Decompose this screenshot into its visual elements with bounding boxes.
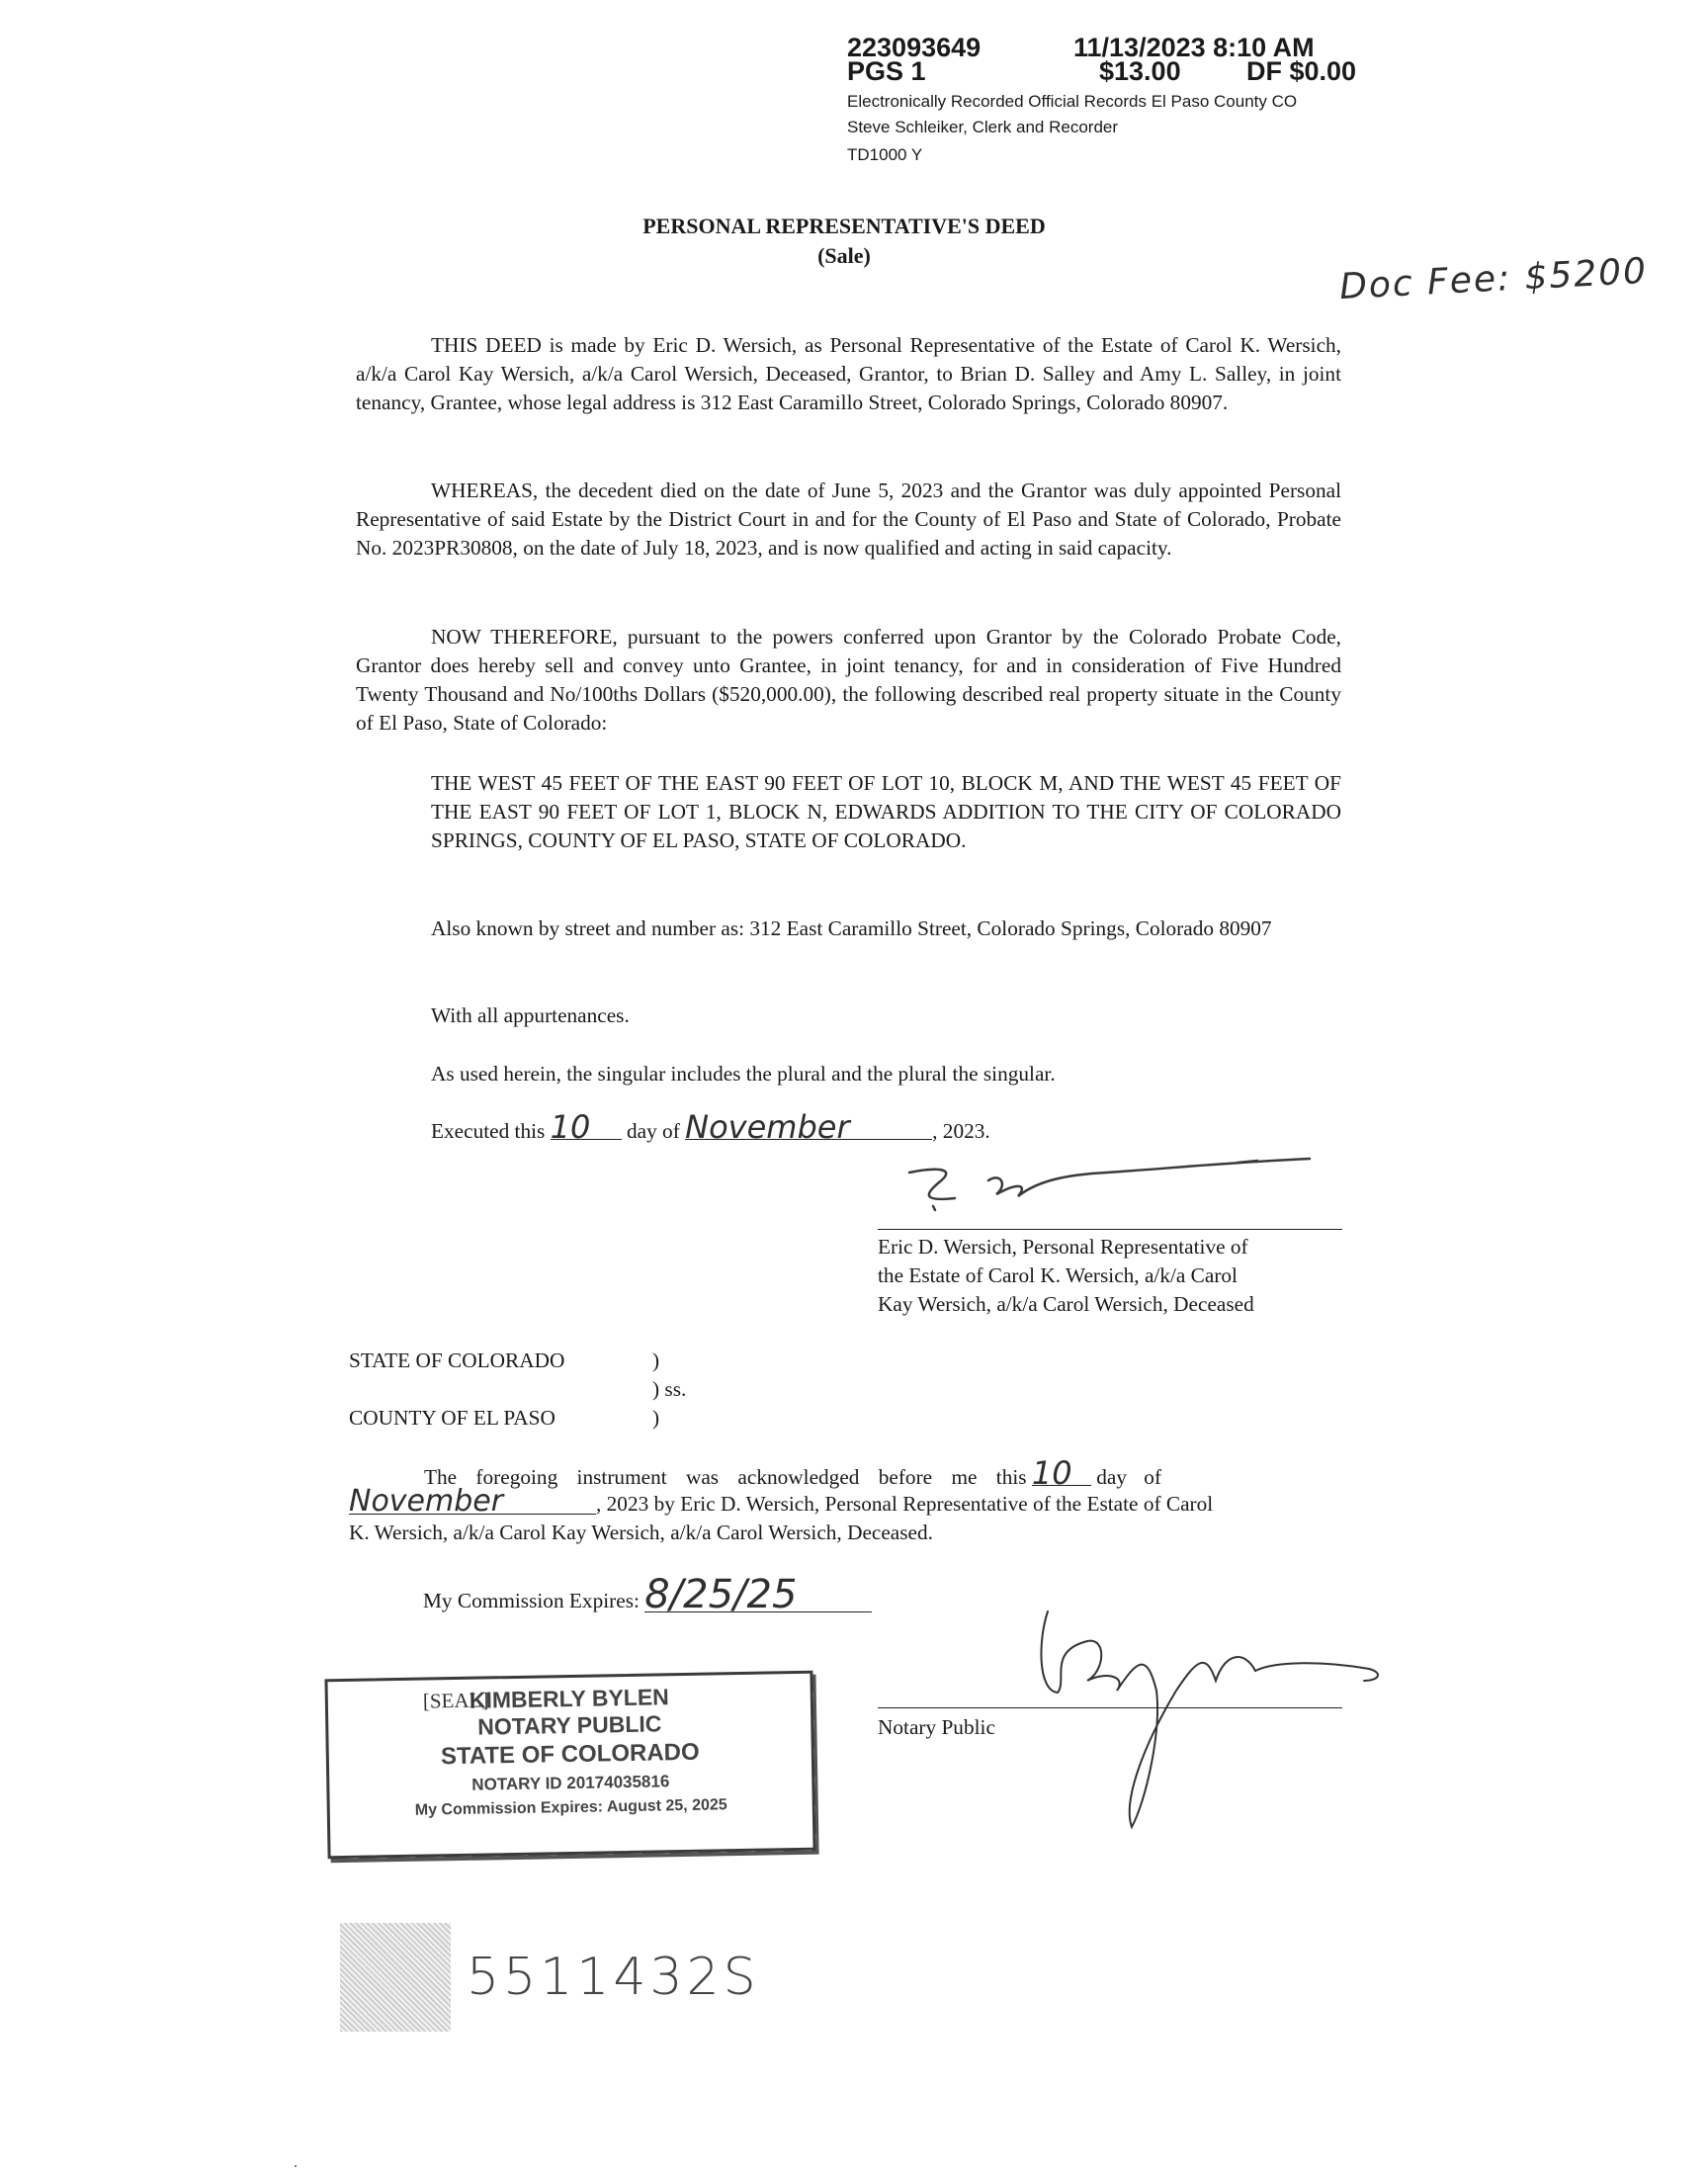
notary-name: KIMBERLY BYLEN: [469, 1684, 670, 1713]
executed-line: [431, 1108, 1341, 1146]
recorder-line-2: Steve Schleiker, Clerk and Recorder: [847, 118, 1119, 136]
notary-stamp: [324, 1671, 815, 1860]
grantor-name-line-3: Kay Wersich, a/k/a Carol Wersich, Deceased: [878, 1292, 1254, 1316]
acknowledgment-day: 10: [1032, 1461, 1091, 1486]
reception-number: 223093649: [847, 33, 982, 62]
commission-date: 8/25/25: [644, 1578, 872, 1612]
conveyance-paragraph: NOW THEREFORE, pursuant to the powers conferred upon Grantor by the Colorado Probate Code, Grantor does hereby sell and convey unto Grantee, in joint tenancy, for and in consideration of Five Hundred Twenty Thousand and No/100ths Dollars ($520,000.00), the following described real property situate in the County of El Paso, State of Colorado:: [356, 625, 1341, 735]
doc-fee-note: Doc Fee: $5200: [1338, 250, 1649, 308]
title-company-logo-icon: [340, 1923, 451, 2032]
acknowledgment-rest: , 2023 by Eric D. Wersich, Personal Representative of the Estate of Carol: [596, 1492, 1214, 1516]
acknowledgment-lead: The foregoing instrument was acknowledged before me this: [424, 1465, 1027, 1489]
appurtenances-line: With all appurtenances.: [431, 1003, 630, 1027]
legal-description: THE WEST 45 FEET OF THE EAST 90 FEET OF LOT 10, BLOCK M, AND THE WEST 45 FEET OF THE EAST 90 FEET OF LOT 1, BLOCK N, EDWARDS ADDITION TO THE CITY OF COLORADO SPRINGS, COUNTY OF EL PASO, STATE OF COLORADO.: [431, 771, 1341, 852]
page-count: PGS 1: [847, 56, 926, 86]
grantor-name-line-1: Eric D. Wersich, Personal Representative of: [878, 1235, 1248, 1259]
recording-fee: $13.00: [1099, 56, 1181, 86]
recorder-line-1: Electronically Recorded Official Records El Paso County CO: [847, 92, 1298, 111]
document-subtitle: (Sale): [817, 243, 871, 268]
executed-year: , 2023.: [932, 1119, 990, 1143]
stamp-notary-title: NOTARY PUBLIC: [477, 1710, 662, 1740]
notary-signature-scribble: [1028, 1582, 1423, 1839]
acknowledgment-line-3: K. Wersich, a/k/a Carol Kay Wersich, a/k/a Carol Wersich, Deceased.: [349, 1521, 933, 1544]
stamp-expiration: My Commission Expires: August 25, 2025: [414, 1796, 727, 1819]
executed-prefix: Executed this: [431, 1119, 546, 1143]
acknowledgment-line-2: [349, 1484, 1341, 1519]
venue-ss: ) ss.: [652, 1377, 687, 1401]
scan-speck: [295, 2165, 297, 2167]
executed-month: November: [685, 1115, 932, 1140]
commission-expires: [423, 1572, 872, 1617]
file-number: 5511432S: [467, 1948, 760, 2007]
grantor-name-line-2: the Estate of Carol K. Wersich, a/k/a Carol: [878, 1263, 1238, 1287]
seal-label: [SEAL]: [422, 1688, 489, 1713]
grantor-signature-line: [878, 1229, 1342, 1231]
executed-day-of: day of: [626, 1119, 680, 1143]
commission-label: My Commission Expires:: [423, 1589, 640, 1612]
venue-paren-bottom: ): [652, 1406, 660, 1430]
acknowledgment-day-of: day of: [1096, 1465, 1162, 1489]
notary-signature-line: [878, 1707, 1342, 1709]
venue-county: COUNTY OF EL PASO: [349, 1406, 555, 1430]
singular-plural-line: As used herein, the singular includes the plural and the plural the singular.: [431, 1062, 1056, 1086]
street-address-paragraph: Also known by street and number as: 312 East Caramillo Street, Colorado Springs, Colorado 80907: [431, 916, 1272, 940]
stamp-state: STATE OF COLORADO: [440, 1738, 700, 1771]
recorder-line-3: TD1000 Y: [847, 145, 923, 164]
executed-day: 10: [551, 1115, 622, 1140]
acknowledgment-month: November: [349, 1490, 596, 1515]
venue-paren-top: ): [652, 1348, 660, 1372]
deed-paragraph-1: THIS DEED is made by Eric D. Wersich, as Personal Representative of the Estate of Carol K. Wersich, a/k/a Carol Kay Wersich, a/k/a Carol Wersich, Deceased, Grantor, to Brian D. Salley and Amy L. Salley, in joint tenancy, Grantee, whose legal address is 312 East Caramillo Street, Colorado Springs, Colorado 80907.: [356, 333, 1341, 414]
grantor-signature-scribble: [870, 1155, 1324, 1224]
venue-state: STATE OF COLORADO: [349, 1348, 565, 1372]
df-fee: DF $0.00: [1246, 56, 1357, 86]
notary-public-label: Notary Public: [878, 1715, 995, 1739]
recording-datetime: 11/13/2023 8:10 AM: [1073, 33, 1315, 62]
whereas-paragraph: WHEREAS, the decedent died on the date of June 5, 2023 and the Grantor was duly appointed Personal Representative of said Estate by the District Court in and for the County of El Paso and State of Colorado, Probate No. 2023PR30808, on the date of July 18, 2023, and is now qualified and acting in said capacity.: [356, 478, 1341, 560]
stamp-notary-id: NOTARY ID 20174035816: [471, 1772, 670, 1794]
document-title: PERSONAL REPRESENTATIVE'S DEED: [642, 214, 1046, 238]
